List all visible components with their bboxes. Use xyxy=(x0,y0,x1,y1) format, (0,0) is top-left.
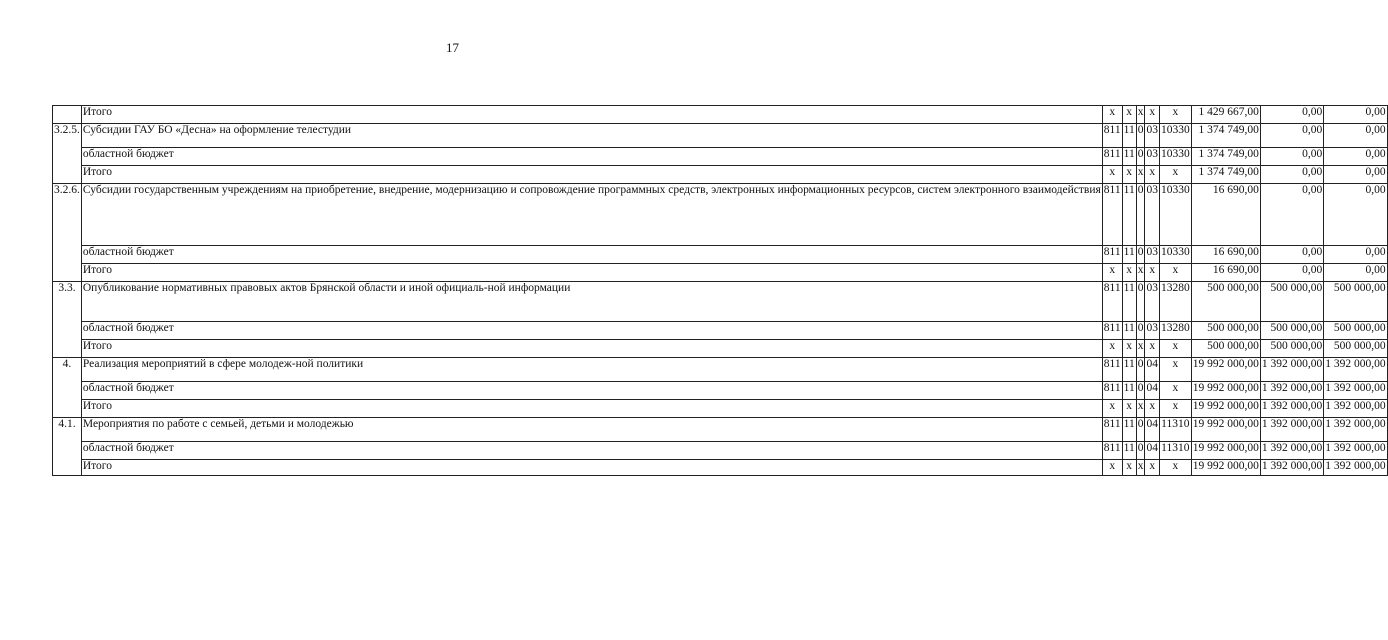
code-cell-k4: х xyxy=(1159,106,1191,124)
code-cell-k3: 03 xyxy=(1145,246,1160,264)
amount-cell-y1: 500 000,00 xyxy=(1191,340,1260,358)
amount-cell-y2: 1 392 000,00 xyxy=(1260,358,1323,382)
amount-cell-y2: 0,00 xyxy=(1260,106,1323,124)
code-cell-ga: 811 xyxy=(1102,148,1122,166)
code-cell-k3: х xyxy=(1145,460,1160,476)
item-number-cell: 3.2.6. xyxy=(53,184,82,282)
code-cell-k1: х xyxy=(1122,340,1136,358)
code-cell-k3: х xyxy=(1145,106,1160,124)
code-cell-k4: 11310 xyxy=(1159,442,1191,460)
amount-cell-y2: 0,00 xyxy=(1260,124,1323,148)
total-label-cell: Итого xyxy=(81,400,1102,418)
code-cell-k3: 03 xyxy=(1145,124,1160,148)
code-cell-k4: 10330 xyxy=(1159,184,1191,246)
code-cell-k4: 10330 xyxy=(1159,124,1191,148)
code-cell-k4: х xyxy=(1159,400,1191,418)
table-row xyxy=(53,340,1388,358)
code-cell-k4: 13280 xyxy=(1159,282,1191,322)
code-cell-k1: х xyxy=(1122,166,1136,184)
amount-cell-y2: 0,00 xyxy=(1260,246,1323,264)
code-cell-k3: 04 xyxy=(1145,358,1160,382)
item-name-cell: Субсидии ГАУ БО «Десна» на оформление телестудии xyxy=(81,124,1102,148)
code-cell-k3: х xyxy=(1145,264,1160,282)
code-cell-k4: х xyxy=(1159,264,1191,282)
table-row xyxy=(53,400,1388,418)
code-cell-ga: 811 xyxy=(1102,282,1122,322)
amount-cell-y2: 0,00 xyxy=(1260,184,1323,246)
item-name-cell: Субсидии государственным учреждениям на приобретение, внедрение, модернизацию и сопровождение программных средств, электронных информационных ресурсов, систем электронного взаимодействия xyxy=(81,184,1102,246)
amount-cell-y1: 19 992 000,00 xyxy=(1191,400,1260,418)
amount-cell-y1: 500 000,00 xyxy=(1191,322,1260,340)
code-cell-k2: х xyxy=(1136,400,1145,418)
code-cell-ga: 811 xyxy=(1102,184,1122,246)
total-label-cell: Итого xyxy=(81,106,1102,124)
table-row xyxy=(53,148,1388,166)
code-cell-k3: х xyxy=(1145,400,1160,418)
amount-cell-y1: 1 374 749,00 xyxy=(1191,166,1260,184)
code-cell-ga: 811 xyxy=(1102,246,1122,264)
amount-cell-y1: 500 000,00 xyxy=(1191,282,1260,322)
code-cell-k3: 03 xyxy=(1145,184,1160,246)
code-cell-k3: 03 xyxy=(1145,148,1160,166)
code-cell-k1: х xyxy=(1122,400,1136,418)
code-cell-k1: 11 xyxy=(1122,358,1136,382)
table-row xyxy=(53,418,1388,442)
code-cell-k1: 11 xyxy=(1122,124,1136,148)
amount-cell-y1: 16 690,00 xyxy=(1191,184,1260,246)
total-label-cell: Итого xyxy=(81,166,1102,184)
total-label-cell: Итого xyxy=(81,264,1102,282)
amount-cell-y1: 1 374 749,00 xyxy=(1191,124,1260,148)
code-cell-k2: 0 xyxy=(1136,148,1145,166)
item-number-cell xyxy=(53,106,82,124)
code-cell-k2: 0 xyxy=(1136,382,1145,400)
code-cell-ga: 811 xyxy=(1102,418,1122,442)
table-row xyxy=(53,264,1388,282)
code-cell-k2: 0 xyxy=(1136,282,1145,322)
code-cell-k1: х xyxy=(1122,460,1136,476)
code-cell-k3: 03 xyxy=(1145,322,1160,340)
table-row xyxy=(53,282,1388,322)
amount-cell-y3: 0,00 xyxy=(1324,124,1387,148)
code-cell-k2: х xyxy=(1136,166,1145,184)
code-cell-ga: 811 xyxy=(1102,322,1122,340)
code-cell-k1: 11 xyxy=(1122,282,1136,322)
amount-cell-y2: 1 392 000,00 xyxy=(1260,442,1323,460)
code-cell-ga: 811 xyxy=(1102,124,1122,148)
amount-cell-y2: 0,00 xyxy=(1260,264,1323,282)
table-row xyxy=(53,322,1388,340)
code-cell-k2: 0 xyxy=(1136,322,1145,340)
amount-cell-y3: 0,00 xyxy=(1324,166,1387,184)
code-cell-k2: 0 xyxy=(1136,418,1145,442)
code-cell-ga: х xyxy=(1102,166,1122,184)
amount-cell-y3: 1 392 000,00 xyxy=(1324,418,1387,442)
table-row xyxy=(53,106,1388,124)
amount-cell-y3: 0,00 xyxy=(1324,246,1387,264)
page-number: 17 xyxy=(446,40,459,55)
amount-cell-y1: 1 374 749,00 xyxy=(1191,148,1260,166)
code-cell-k1: 11 xyxy=(1122,184,1136,246)
item-number-cell: 4.1. xyxy=(53,418,82,476)
table-row xyxy=(53,442,1388,460)
code-cell-k4: х xyxy=(1159,460,1191,476)
code-cell-ga: х xyxy=(1102,460,1122,476)
table-row xyxy=(53,246,1388,264)
code-cell-k1: 11 xyxy=(1122,418,1136,442)
code-cell-k4: х xyxy=(1159,166,1191,184)
amount-cell-y1: 19 992 000,00 xyxy=(1191,418,1260,442)
amount-cell-y2: 1 392 000,00 xyxy=(1260,382,1323,400)
code-cell-k3: х xyxy=(1145,166,1160,184)
amount-cell-y1: 1 429 667,00 xyxy=(1191,106,1260,124)
code-cell-ga: х xyxy=(1102,340,1122,358)
amount-cell-y3: 500 000,00 xyxy=(1324,282,1387,322)
budget-source-cell: областной бюджет xyxy=(81,382,1102,400)
item-number-cell: 3.2.5. xyxy=(53,124,82,184)
code-cell-k3: 04 xyxy=(1145,382,1160,400)
table-row xyxy=(53,358,1388,382)
code-cell-ga: 811 xyxy=(1102,358,1122,382)
code-cell-k2: 0 xyxy=(1136,124,1145,148)
amount-cell-y3: 1 392 000,00 xyxy=(1324,400,1387,418)
code-cell-k1: 11 xyxy=(1122,246,1136,264)
code-cell-k4: х xyxy=(1159,382,1191,400)
code-cell-k4: х xyxy=(1159,358,1191,382)
code-cell-ga: х xyxy=(1102,400,1122,418)
amount-cell-y3: 1 392 000,00 xyxy=(1324,442,1387,460)
amount-cell-y3: 500 000,00 xyxy=(1324,322,1387,340)
total-label-cell: Итого xyxy=(81,460,1102,476)
item-number-cell: 4. xyxy=(53,358,82,418)
code-cell-k4: 11310 xyxy=(1159,418,1191,442)
amount-cell-y2: 500 000,00 xyxy=(1260,282,1323,322)
amount-cell-y1: 19 992 000,00 xyxy=(1191,442,1260,460)
amount-cell-y2: 1 392 000,00 xyxy=(1260,418,1323,442)
item-name-cell: Реализация мероприятий в сфере молодеж-ной политики xyxy=(81,358,1102,382)
code-cell-k3: х xyxy=(1145,340,1160,358)
budget-source-cell: областной бюджет xyxy=(81,322,1102,340)
code-cell-ga: 811 xyxy=(1102,382,1122,400)
code-cell-k1: 11 xyxy=(1122,382,1136,400)
code-cell-k3: 04 xyxy=(1145,418,1160,442)
amount-cell-y1: 16 690,00 xyxy=(1191,264,1260,282)
budget-source-cell: областной бюджет xyxy=(81,148,1102,166)
total-label-cell: Итого xyxy=(81,340,1102,358)
item-name-cell: Опубликование нормативных правовых актов Брянской области и иной официаль-ной информации xyxy=(81,282,1102,322)
table-row xyxy=(53,460,1388,476)
table-row xyxy=(53,382,1388,400)
amount-cell-y3: 0,00 xyxy=(1324,106,1387,124)
amount-cell-y1: 16 690,00 xyxy=(1191,246,1260,264)
amount-cell-y2: 0,00 xyxy=(1260,166,1323,184)
table-row xyxy=(53,166,1388,184)
amount-cell-y3: 500 000,00 xyxy=(1324,340,1387,358)
code-cell-k2: х xyxy=(1136,264,1145,282)
budget-source-cell: областной бюджет xyxy=(81,246,1102,264)
amount-cell-y1: 19 992 000,00 xyxy=(1191,460,1260,476)
code-cell-k3: 03 xyxy=(1145,282,1160,322)
code-cell-k2: х xyxy=(1136,460,1145,476)
amount-cell-y2: 1 392 000,00 xyxy=(1260,460,1323,476)
code-cell-ga: х xyxy=(1102,106,1122,124)
table-row xyxy=(53,124,1388,148)
item-name-cell: Мероприятия по работе с семьей, детьми и молодежью xyxy=(81,418,1102,442)
code-cell-k1: х xyxy=(1122,264,1136,282)
code-cell-k2: 0 xyxy=(1136,442,1145,460)
amount-cell-y2: 500 000,00 xyxy=(1260,340,1323,358)
budget-table xyxy=(52,105,1388,476)
code-cell-k4: х xyxy=(1159,340,1191,358)
amount-cell-y3: 1 392 000,00 xyxy=(1324,358,1387,382)
code-cell-ga: х xyxy=(1102,264,1122,282)
amount-cell-y2: 0,00 xyxy=(1260,148,1323,166)
amount-cell-y2: 1 392 000,00 xyxy=(1260,400,1323,418)
code-cell-k4: 10330 xyxy=(1159,246,1191,264)
code-cell-k4: 13280 xyxy=(1159,322,1191,340)
amount-cell-y3: 0,00 xyxy=(1324,184,1387,246)
code-cell-k2: 0 xyxy=(1136,184,1145,246)
code-cell-k3: 04 xyxy=(1145,442,1160,460)
code-cell-ga: 811 xyxy=(1102,442,1122,460)
code-cell-k2: 0 xyxy=(1136,358,1145,382)
table-row xyxy=(53,184,1388,246)
code-cell-k2: 0 xyxy=(1136,246,1145,264)
amount-cell-y1: 19 992 000,00 xyxy=(1191,358,1260,382)
amount-cell-y3: 1 392 000,00 xyxy=(1324,460,1387,476)
item-number-cell: 3.3. xyxy=(53,282,82,358)
code-cell-k1: 11 xyxy=(1122,442,1136,460)
code-cell-k1: 11 xyxy=(1122,322,1136,340)
code-cell-k1: 11 xyxy=(1122,148,1136,166)
amount-cell-y3: 0,00 xyxy=(1324,148,1387,166)
budget-source-cell: областной бюджет xyxy=(81,442,1102,460)
amount-cell-y2: 500 000,00 xyxy=(1260,322,1323,340)
code-cell-k2: х xyxy=(1136,340,1145,358)
amount-cell-y3: 0,00 xyxy=(1324,264,1387,282)
amount-cell-y3: 1 392 000,00 xyxy=(1324,382,1387,400)
code-cell-k1: х xyxy=(1122,106,1136,124)
amount-cell-y1: 19 992 000,00 xyxy=(1191,382,1260,400)
code-cell-k4: 10330 xyxy=(1159,148,1191,166)
code-cell-k2: х xyxy=(1136,106,1145,124)
